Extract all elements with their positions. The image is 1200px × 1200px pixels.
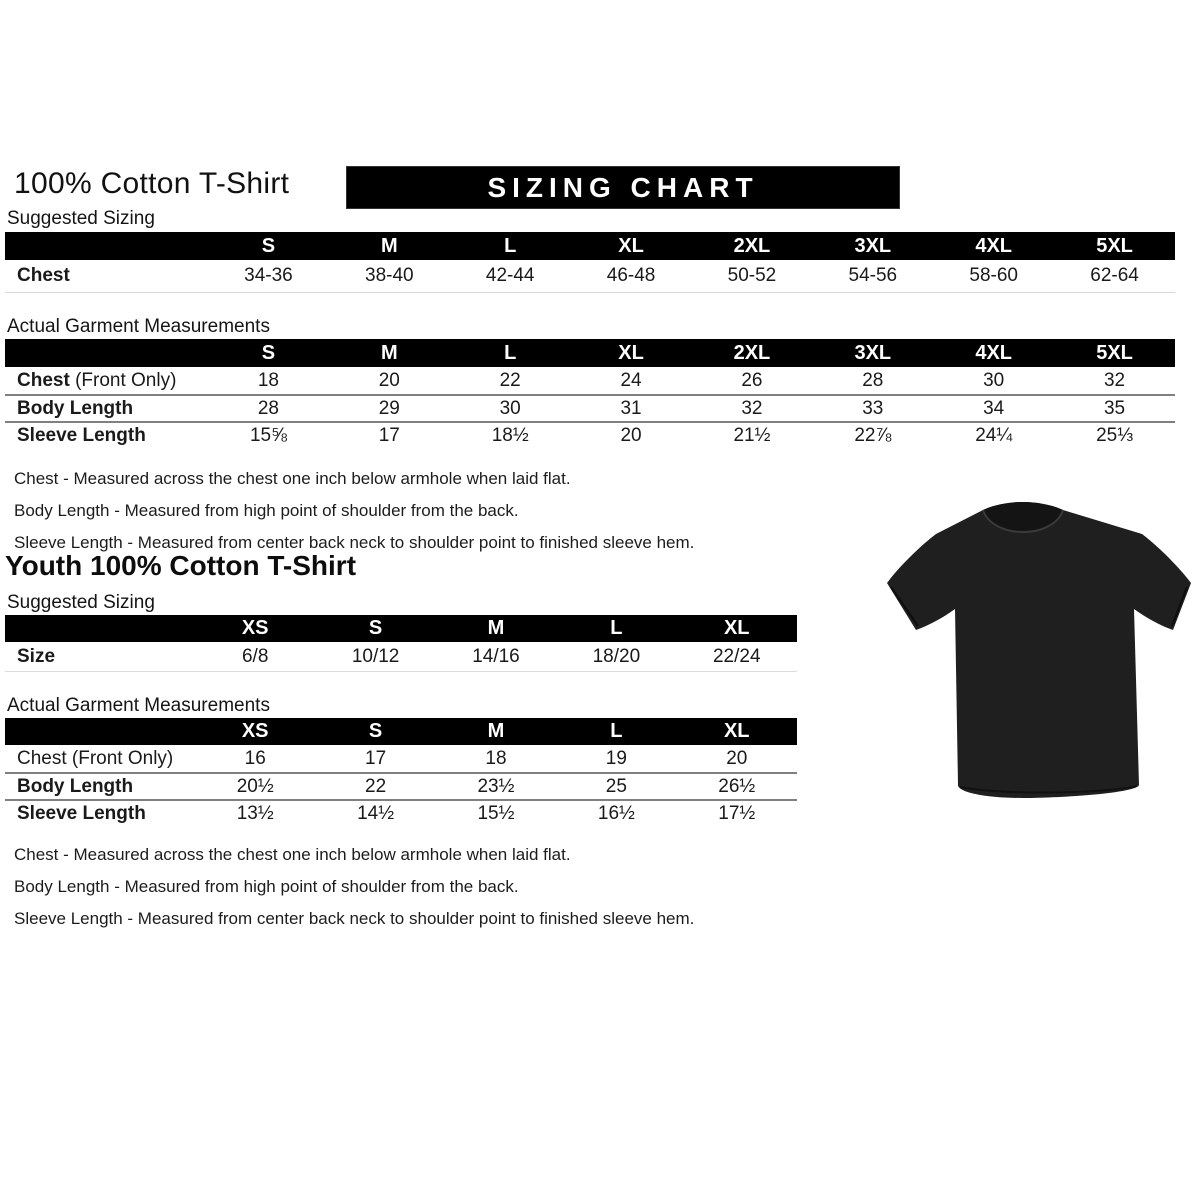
cell-value: 34: [983, 397, 1005, 419]
cell-value: 21½: [733, 424, 771, 446]
cell-value: 22/24: [712, 645, 761, 667]
size-col-header: 4XL: [975, 234, 1013, 257]
row-label: Body Length: [17, 397, 134, 419]
cell-value: 17: [365, 747, 387, 769]
cell-value: 54-56: [848, 265, 898, 286]
size-col-header: 3XL: [854, 234, 892, 257]
row-label: Chest (Front Only): [17, 747, 174, 769]
cell-value: 18: [485, 747, 507, 769]
cell-value: 13½: [236, 802, 274, 824]
size-col-header: M: [487, 617, 505, 639]
youth-actual-measurements-table: [5, 718, 797, 826]
table-row: [5, 394, 1175, 421]
cell-value: 28: [257, 397, 279, 419]
cell-value: 20: [726, 747, 748, 769]
note-line: Chest - Measured across the chest one inch below armhole when laid flat.: [14, 469, 571, 488]
note-line: Chest - Measured across the chest one inch below armhole when laid flat.: [14, 845, 571, 864]
cell-value: 22: [499, 369, 521, 391]
adult-suggested-sizing-label: Suggested Sizing: [7, 208, 155, 229]
youth-section-title: Youth 100% Cotton T-Shirt: [5, 550, 357, 581]
size-col-header: S: [368, 617, 383, 639]
row-label-sub: (Front Only): [69, 369, 177, 391]
size-col-header: L: [610, 617, 623, 639]
cell-value: 32: [741, 397, 763, 419]
cell-value: 46-48: [606, 265, 656, 286]
cell-value: 16½: [597, 802, 635, 824]
size-col-header: XL: [723, 617, 750, 639]
size-col-header: XS: [241, 720, 269, 742]
size-col-header: 3XL: [854, 341, 892, 364]
size-col-header: 4XL: [975, 341, 1013, 364]
row-label: Body Length: [17, 775, 134, 797]
cell-value: 24¼: [975, 424, 1013, 446]
note-line: Body Length - Measured from high point of shoulder from the back.: [14, 501, 519, 520]
cell-value: 50-52: [727, 265, 777, 286]
cell-value: 29: [378, 397, 400, 419]
size-col-header: M: [487, 720, 505, 742]
cell-value: 6/8: [241, 645, 269, 667]
cell-value: 22: [365, 775, 387, 797]
row-label: Size: [17, 645, 56, 667]
cell-value: 30: [499, 397, 521, 419]
youth-actual-header-row: [5, 718, 797, 745]
adult-actual-measurements-table: [5, 339, 1175, 448]
cell-value: 10/12: [351, 645, 400, 667]
table-row: [5, 367, 1175, 394]
cell-value: 19: [605, 747, 627, 769]
table-row: [5, 260, 1175, 293]
note-line: Sleeve Length - Measured from center back neck to shoulder point to finished sleeve hem.: [14, 909, 695, 928]
note-line: Body Length - Measured from high point of shoulder from the back.: [14, 877, 519, 896]
cell-value: 38-40: [365, 265, 414, 286]
cell-value: 20: [378, 369, 400, 391]
note-line: Sleeve Length - Measured from center back neck to shoulder point to finished sleeve hem.: [14, 533, 695, 552]
table-row: [5, 642, 797, 672]
size-col-header: XL: [618, 234, 644, 257]
cell-value: 25: [605, 775, 627, 797]
size-col-header: L: [504, 234, 517, 257]
size-col-header: 2XL: [733, 341, 771, 364]
cell-value: 42-44: [485, 265, 535, 286]
size-col-header: S: [368, 720, 383, 742]
cell-value: 14/16: [472, 645, 520, 667]
youth-suggested-header-row: [5, 615, 797, 642]
table-row: [5, 745, 797, 772]
cell-value: 17½: [718, 802, 756, 824]
size-col-header: M: [380, 341, 398, 364]
size-col-header: L: [504, 341, 517, 364]
cell-value: 20½: [236, 775, 274, 797]
table-row: [5, 772, 797, 799]
adult-actual-header-row: [5, 339, 1175, 367]
cell-value: 17: [378, 424, 400, 446]
row-label-main: Chest: [17, 369, 70, 391]
row-label: Chest: [17, 265, 70, 286]
tshirt-body: [887, 502, 1191, 798]
page-title: 100% Cotton T-Shirt: [14, 167, 290, 200]
youth-suggested-sizing-table: [5, 615, 797, 672]
size-col-header: M: [380, 234, 398, 257]
cell-value: 35: [1103, 397, 1126, 419]
adult-suggested-header-row: [5, 232, 1175, 260]
cell-value: 20: [620, 424, 642, 446]
cell-value: 18/20: [592, 645, 641, 667]
cell-value: 18½: [491, 424, 529, 446]
cell-value: 62-64: [1090, 265, 1139, 286]
adult-actual-measurements-label: Actual Garment Measurements: [7, 316, 270, 337]
size-col-header: 5XL: [1096, 341, 1133, 364]
size-col-header: 5XL: [1096, 234, 1133, 257]
cell-value: 15½: [477, 802, 515, 824]
cell-value: 34-36: [244, 265, 293, 286]
size-col-header: XL: [618, 341, 644, 364]
adult-measurement-notes: [14, 463, 694, 559]
cell-value: 31: [620, 397, 642, 419]
tshirt-image: [880, 496, 1198, 802]
row-label: Sleeve Length: [17, 802, 146, 824]
row-label: Sleeve Length: [17, 424, 146, 446]
youth-actual-measurements-label: Actual Garment Measurements: [7, 695, 270, 716]
cell-value: 26: [741, 369, 763, 391]
cell-value: 30: [983, 369, 1005, 391]
cell-value: 24: [620, 369, 642, 391]
size-col-header: S: [261, 234, 276, 257]
table-row: [5, 421, 1175, 448]
cell-value: 32: [1103, 369, 1126, 391]
adult-suggested-sizing-table: [5, 232, 1175, 293]
cell-value: 14½: [357, 802, 395, 824]
size-col-header: S: [261, 341, 276, 364]
cell-value: 28: [862, 369, 884, 391]
size-col-header: XS: [241, 617, 269, 639]
cell-value: 26½: [718, 775, 756, 797]
sizing-chart-banner: [346, 166, 900, 209]
cell-value: 18: [257, 369, 279, 391]
sizing-chart-banner-text: SIZING CHART: [487, 171, 759, 203]
size-col-header: 2XL: [733, 234, 771, 257]
cell-value: 33: [862, 397, 884, 419]
cell-value: 23½: [477, 775, 515, 797]
size-col-header: L: [610, 720, 623, 742]
cell-value: 25⅓: [1096, 424, 1134, 446]
youth-suggested-sizing-label: Suggested Sizing: [7, 592, 155, 613]
row-label: [5, 370, 208, 392]
table-row: [5, 799, 797, 826]
youth-measurement-notes: [14, 839, 694, 935]
cell-value: 58-60: [969, 265, 1018, 286]
cell-value: 16: [244, 747, 266, 769]
cell-value: 15⅝: [249, 424, 287, 446]
cell-value: 22⅞: [854, 424, 892, 446]
size-col-header: XL: [723, 720, 750, 742]
